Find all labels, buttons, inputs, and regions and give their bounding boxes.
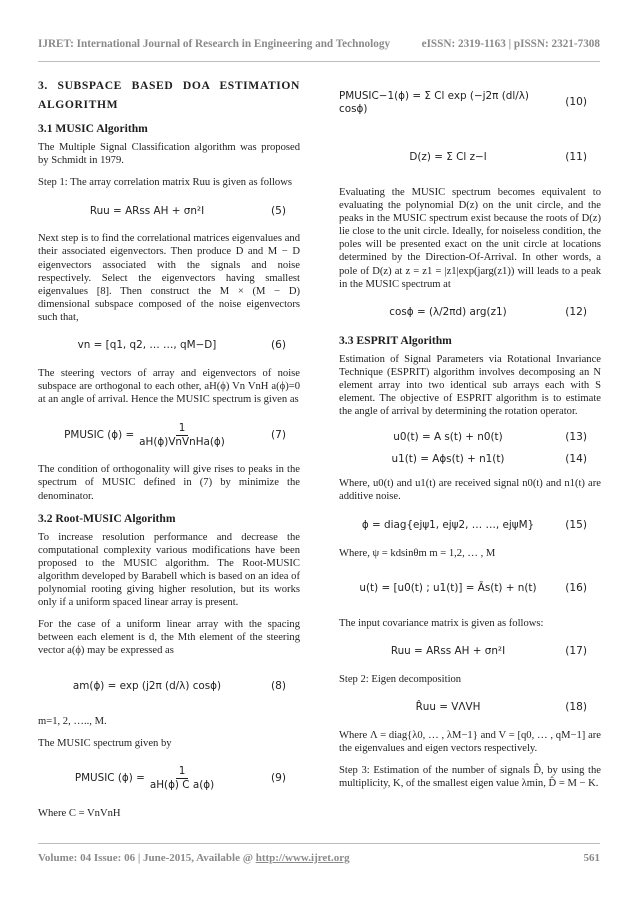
equation-9-fraction <box>147 765 217 792</box>
equation-7-numerator: 1 <box>176 422 189 436</box>
polynomial-paragraph: Evaluating the MUSIC spectrum becomes equivalent to evaluating the polynomial D(z) on the unit circle, and the peaks in the MUSIC spectrum exist because the roots of D(z) lie close to the unit circle. Ideally, for noiseless condition, the poles will be presented exact on the unit circle at locations determined by the Direction-Of-Arrival. In other words, a pole of D(z) at z = z1 = |z1|exp(jarg(z1)) will leads to a peak in the MUSIC spectrum at <box>339 187 601 290</box>
equation-11-number: (11) <box>565 151 587 164</box>
equation-18-number: (18) <box>565 701 587 714</box>
page-number: 561 <box>583 852 600 864</box>
orthogonality-paragraph: The condition of orthogonality will give rises to peaks in the spectrum of MUSIC defined in (7) by minimize the denominator. <box>38 464 300 502</box>
equation-8-number: (8) <box>270 679 286 692</box>
equation-15 <box>339 513 601 539</box>
equation-9 <box>38 759 300 799</box>
equation-17-expr: Ruu = ARss AH + σn²I <box>390 645 506 658</box>
root-music-paragraph: To increase resolution performance and decrease the computational complexity various modifications have been proposed to the MUSIC algorithm. The Root-MUSIC algorithm developed by Barabell which is based on an idea of polynomial rooting giving higher resolution, but its works only if a uniform spaced linear array is present. <box>38 531 300 609</box>
equation-9-lhs: PMUSIC (ϕ) = <box>74 772 145 785</box>
left-column <box>38 76 300 829</box>
step-3: Step 3: Estimation of the number of signals D̂, by using the multiplicity, K, of the smallest eigen value λmin, D̂ = M − K. <box>339 764 601 790</box>
music-intro: The Multiple Signal Classification algorithm was proposed by Schmidt in 1979. <box>38 142 300 167</box>
esprit-paragraph: Estimation of Signal Parameters via Rotational Invariance Technique (ESPRIT) algorithm involves decomposing an N element array into two identical sub arrays each with S element. The objective of ESPRIT algorithm is to estimate the angle of arrival by determining the rotation operator. <box>339 353 601 418</box>
equation-5 <box>38 198 300 224</box>
eigen-definitions: Where Λ = diag{λ0, … , λM−1} and V = [q0, … , qM−1] are the eigenvalues and eigen vectors respectively. <box>339 729 601 754</box>
journal-name: IJRET: International Journal of Research in Engineering and Technology <box>38 38 391 50</box>
journal-link[interactable]: http://www.ijret.org <box>255 852 350 864</box>
equation-5-expr: Ruu = ARss AH + σn²I <box>89 204 205 217</box>
equation-14-expr: u1(t) = Aϕs(t) + n1(t) <box>391 452 505 465</box>
footer-rule <box>38 843 600 844</box>
equation-7-denominator: aH(ϕ)VnVnHa(ϕ) <box>139 435 225 448</box>
running-footer <box>38 852 600 864</box>
steering-paragraph: The steering vectors of array and eigenvectors of noise subspace are orthogonal to each other, aH(ϕ) Vn VnH a(ϕ)=0 at an angle of arrival. Hence the MUSIC spectrum is given as <box>38 368 300 406</box>
equation-13 <box>339 427 601 447</box>
equation-10-expr: PMUSIC−1(ϕ) = Σ Cl exp (−j2π (dl/λ) cosϕ) <box>339 89 529 115</box>
header-rule <box>38 61 600 62</box>
eigen-paragraph: Next step is to find the correlational matrices eigenvalues and their associated eigenvectors. Then produce D and M − D eigenvectors associated with the signals and noise respectively. Select the eigenvectors having smallest eigenvalues [8]. Then construct the M × (M − D) dimensional subspace composed of the noise eigenvectors such that, <box>38 233 300 323</box>
step-1: Step 1: The array correlation matrix Ruu is given as follows <box>38 177 292 189</box>
equation-16-number: (16) <box>565 582 587 595</box>
equation-17-number: (17) <box>565 645 587 658</box>
equation-15-number: (15) <box>565 518 587 531</box>
equation-7-lhs: PMUSIC (ϕ) = <box>64 428 135 441</box>
music-heading: 3.1 MUSIC Algorithm <box>38 122 148 135</box>
esprit-heading: 3.3 ESPRIT Algorithm <box>339 333 452 347</box>
where-c: Where C = VnVnH <box>38 807 121 819</box>
equation-8-expr: am(ϕ) = exp (j2π (d/λ) cosϕ) <box>72 679 222 692</box>
right-column <box>339 74 601 799</box>
equation-16-expr: u(t) = [u0(t) ; u1(t)] = Ās(t) + n(t) <box>359 582 537 595</box>
equation-13-expr: u0(t) = A s(t) + n0(t) <box>393 430 503 443</box>
equation-5-number: (5) <box>270 204 286 217</box>
equation-12-number: (12) <box>565 306 587 319</box>
equation-6-number: (6) <box>270 339 286 352</box>
equation-14 <box>339 449 601 469</box>
covariance-paragraph: The input covariance matrix is given as follows: <box>339 617 544 629</box>
equation-6 <box>38 333 300 359</box>
equation-12-expr: cosϕ = (λ/2πd) arg(z1) <box>389 306 507 319</box>
equation-15-expr: ϕ = diag{ejψ1, ejψ2, … …, ejψM} <box>361 518 535 531</box>
equation-18 <box>339 695 601 721</box>
equation-7-fraction <box>136 422 228 449</box>
psi-definition: Where, ψ = kdsinθm m = 1,2, … , M <box>339 547 496 559</box>
equation-13-number: (13) <box>565 430 587 443</box>
equation-7-number: (7) <box>270 428 286 441</box>
equation-11-expr: D(z) = Σ Cl z−l <box>409 151 487 164</box>
step-2: Step 2: Eigen decomposition <box>339 673 462 685</box>
equation-10 <box>339 76 601 130</box>
uniform-array-paragraph: For the case of a uniform linear array with the spacing between each element is d, the Mth element of the steering vector a(ϕ) may be expressed as <box>38 619 300 657</box>
equation-17 <box>339 639 601 665</box>
equation-11 <box>339 138 601 178</box>
index-range: m=1, 2, ….., M. <box>38 715 107 727</box>
equation-9-numerator: 1 <box>176 765 189 779</box>
root-music-heading: 3.2 Root-MUSIC Algorithm <box>38 511 176 525</box>
noise-paragraph: Where, u0(t) and u1(t) are received signal n0(t) and n1(t) are additive noise. <box>339 478 601 503</box>
section-3-title: 3. SUBSPACE BASED DOA ESTIMATION ALGORITHM <box>38 79 300 111</box>
equation-9-denominator: aH(ϕ) C a(ϕ) <box>149 779 215 792</box>
equation-16 <box>339 569 601 609</box>
equation-12 <box>339 300 601 326</box>
issn-info: eISSN: 2319-1163 | pISSN: 2321-7308 <box>421 38 600 50</box>
equation-6-expr: vn = [q1, q2, … …, qM−D] <box>77 339 217 352</box>
volume-info: Volume: 04 Issue: 06 | June-2015, Available @ <box>38 852 256 864</box>
equation-7 <box>38 415 300 455</box>
music-spectrum-intro: The MUSIC spectrum given by <box>38 737 172 749</box>
equation-18-expr: R̂uu = VΛVH <box>415 701 481 714</box>
equation-10-number: (10) <box>565 96 587 109</box>
equation-8 <box>38 667 300 707</box>
equation-14-number: (14) <box>565 452 587 465</box>
equation-9-number: (9) <box>270 772 286 785</box>
